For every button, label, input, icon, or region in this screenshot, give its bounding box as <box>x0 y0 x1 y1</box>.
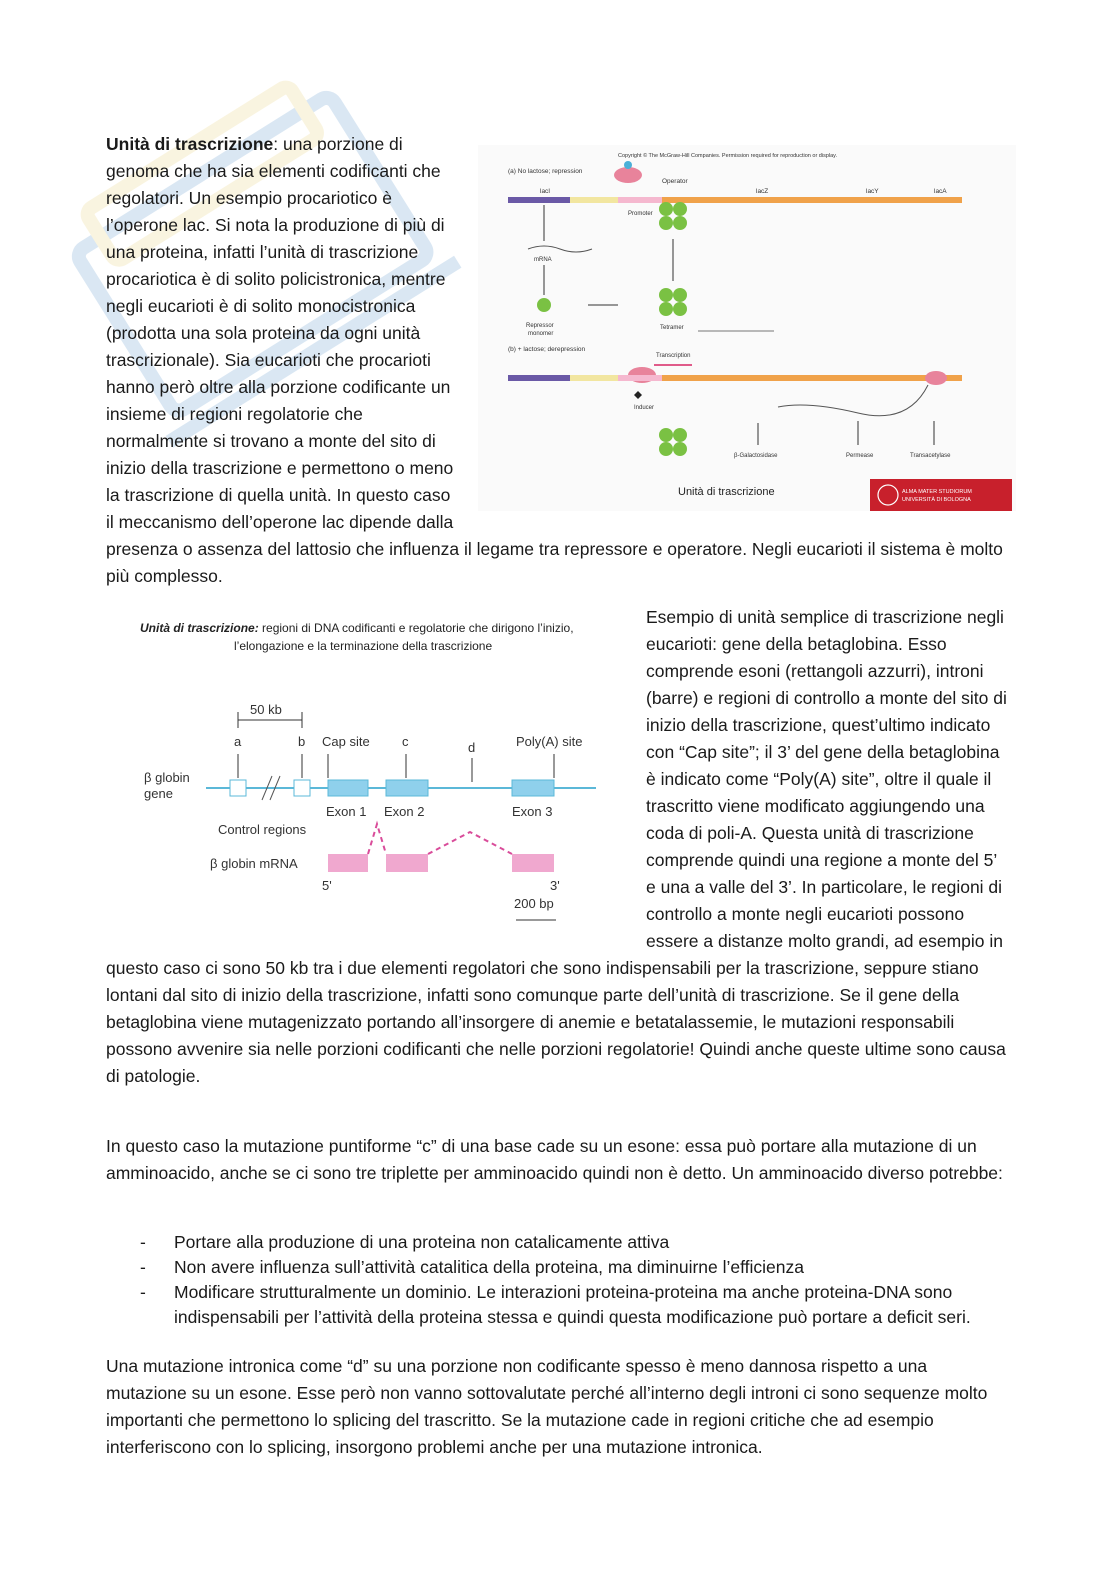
polycistronic-mrna-wave <box>778 385 928 416</box>
tetramer-label: Tetramer <box>660 325 684 331</box>
operator-segment-b <box>618 375 662 381</box>
section2-body: Esempio di unità semplice di trascrizione negli eucarioti: gene della betaglobina. Esso comprende esoni (rettangoli azzurri), introni (barre) e regioni di controllo a monte del sito di inizio della trascrizione, quest’ultimo indicato con “Cap site”; il 3’ del gene della betaglobina è indicato come “Poly(A) site”, oltre il quale il trascritto viene modificato aggiungendo una coda di poli-A. Questa unità di trascrizione comprende quindi una regione a monte del 5’ e una a valle del 3’. In particolare, le regioni di controllo a monte negli eucarioti possono essere a distanze molto grandi, ad esempio in questo caso ci sono 50 kb tra i due elementi regolatori che sono indispensabili per la trascrizione, seppure stiano lontani dal sito di inizio della trascrizione, infatti sono comunque parte dell’unità di trascrizione. Se il gene della betaglobina viene mutagenizzato portando all’insorgere di anemie e betatalassemie, le mutazioni responsabili possono avvenire sia nelle porzioni codificanti che nelle porzioni regolatorie! Quindi anche queste ultime sono causa di patologie. <box>106 607 1007 1086</box>
section1-title: Unità di trascrizione <box>106 134 274 154</box>
promoter-segment-b <box>570 375 618 381</box>
operator-segment-a <box>618 197 662 203</box>
mrna-exon-1 <box>328 854 368 872</box>
lacz-label: lacZ <box>756 188 769 195</box>
figure-copyright: Copyright © The McGraw-Hill Companies. Permission required for reproduction or display. <box>618 153 838 159</box>
mrna-wave <box>528 246 592 252</box>
permease-label: Permease <box>846 453 874 459</box>
lac-genes-segment-b <box>662 375 962 381</box>
panel-b-label: (b) + lactose; derepression <box>508 346 586 353</box>
list-dash: - <box>140 1257 146 1277</box>
laca-label: lacA <box>934 188 947 195</box>
lac-genes-segment-a <box>662 197 962 203</box>
gene-label-line1: β globin <box>144 770 190 785</box>
label-b: b <box>298 734 306 749</box>
laci-label: lacI <box>540 188 551 195</box>
control-box-a <box>230 780 246 796</box>
section1-body: : una porzione di genoma che ha sia elementi codificanti che regolatori. Un esempio procariotico è l’operone lac. Si nota la produzione di più di una proteina, infatti l’unità di trascrizione procariotica è di solito policistronica, mentre negli eucarioti è di solito monocistronica (prodotta una sola proteina da ogni unità trascrizionale). Sia eucarioti che procarioti hanno però oltre alla porzione codificante un insieme di regioni regolatorie che normalmente si trovano a monte del sito di inizio della trascrizione e permettono o meno la trascrizione di quella unità. In questo caso il meccanismo dell’operone lac dipende dalla presenza o assenza del lattosio che influenza il legame tra repressore e operatore. Negli eucarioti il sistema è molto più complesso. <box>106 134 1003 586</box>
lac-operon-diagram <box>478 145 1016 511</box>
label-cap-site: Cap site <box>322 734 370 749</box>
panel-a-label: (a) No lactose; repression <box>508 168 583 175</box>
lac-operon-figure <box>478 145 1016 511</box>
bgal-label: β-Galactosidase <box>734 453 778 459</box>
lacy-label: lacY <box>866 188 879 195</box>
inducer-icon <box>634 391 642 399</box>
scale-50kb: 50 kb <box>250 702 282 717</box>
exon2-label: Exon 2 <box>384 804 425 819</box>
promoter-segment-a <box>570 197 618 203</box>
exon-2 <box>386 780 428 796</box>
intronic-mutation-paragraph: Una mutazione intronica come “d” su una porzione non codificante spesso è meno dannosa rispetto a una mutazione su un esone. Esse però non vanno sottovalutate perché all’interno degli introni ci sono sequenze molto importanti che permettono lo splicing del trascritto. Se la mutazione cade in regioni critiche che ad esempio interferiscono con lo splicing, insorgono problemi anche per una mutazione intronica. <box>106 1356 988 1457</box>
splice-intron-2 <box>428 832 512 854</box>
label-c: c <box>402 734 409 749</box>
three-prime-label: 3' <box>550 878 560 893</box>
figure2-title: Unità di trascrizione: regioni di DNA codificanti e regolatorie che dirigono l’inizio, <box>140 621 574 635</box>
intro-paragraph <box>106 131 1008 590</box>
mrna-label: β globin mRNA <box>210 856 298 871</box>
mrna-exon-2 <box>386 854 428 872</box>
exon3-label: Exon 3 <box>512 804 553 819</box>
inactive-repressor-icon <box>659 428 687 456</box>
label-a: a <box>234 734 242 749</box>
inducer-label: Inducer <box>634 405 655 411</box>
label-d: d <box>468 740 476 755</box>
consequences-list <box>106 1230 1008 1330</box>
point-mutation-paragraph: In questo caso la mutazione puntiforme “c” di una base cade su un esone: essa può portare alla mutazione di un amminoacido, anche se ci sono tre triplette per amminoacido quindi non è detto. Un amminoacido diverso potrebbe: <box>106 1136 1003 1183</box>
rna-polymerase-icon <box>614 167 642 183</box>
betaglobin-diagram <box>106 606 626 946</box>
sigma-factor-icon <box>624 161 632 169</box>
figure1-caption: Unità di trascrizione <box>678 486 775 498</box>
list-dash: - <box>140 1282 146 1302</box>
list-item: - Portare alla produzione di una proteina non catalicamente attiva <box>106 1230 1008 1255</box>
repressor-tetramer-bound-icon <box>659 202 687 230</box>
label-polya-site: Poly(A) site <box>516 734 583 749</box>
control-regions-label: Control regions <box>218 822 307 837</box>
repressor-label: Repressor <box>526 323 554 329</box>
list-dash: - <box>140 1232 146 1252</box>
repressor-tetramer-icon <box>659 288 687 316</box>
five-prime-label: 5' <box>322 878 332 893</box>
promoter-label: Promoter <box>628 211 653 217</box>
site-arrows <box>238 754 554 782</box>
control-box-b <box>294 780 310 796</box>
scale-200bp: 200 bp <box>514 896 554 911</box>
list-item: - Modificare strutturalmente un dominio. Le interazioni proteina-proteina ma anche proteina-DNA sono indispensabili per l’attività della proteina stessa e quindi questa modificazione può portare a deficit seri. <box>140 1282 971 1327</box>
monomer-label: monomer <box>528 331 554 337</box>
laci-segment-b <box>508 375 570 381</box>
rna-polymerase-end-icon <box>925 371 947 385</box>
figure2-title-line2: l’elongazione e la terminazione della trascrizione <box>234 639 493 653</box>
logo-line1: ALMA MATER STUDIORUM <box>902 489 972 495</box>
list-item: - Non avere influenza sull’attività catalitica della proteina, ma diminuirne l’efficienza <box>106 1255 1008 1280</box>
unibo-logo <box>870 479 1012 511</box>
mrna-label: mRNA <box>534 257 552 263</box>
exon-1 <box>328 780 368 796</box>
splice-intron-1 <box>368 824 386 854</box>
laci-segment <box>508 197 570 203</box>
transacetylase-label: Transacetylase <box>910 453 951 459</box>
repressor-monomer-icon <box>537 298 551 312</box>
betaglobin-figure <box>106 606 626 946</box>
operator-label: Operator <box>662 178 688 185</box>
exon-3 <box>512 780 554 796</box>
gene-label-line2: gene <box>144 786 173 801</box>
betaglobin-paragraph <box>106 604 1008 1090</box>
mrna-exon-3 <box>512 854 554 872</box>
exon1-label: Exon 1 <box>326 804 367 819</box>
logo-line2: UNIVERSITÀ DI BOLOGNA <box>902 497 971 503</box>
transcription-label: Transcription <box>656 353 691 359</box>
